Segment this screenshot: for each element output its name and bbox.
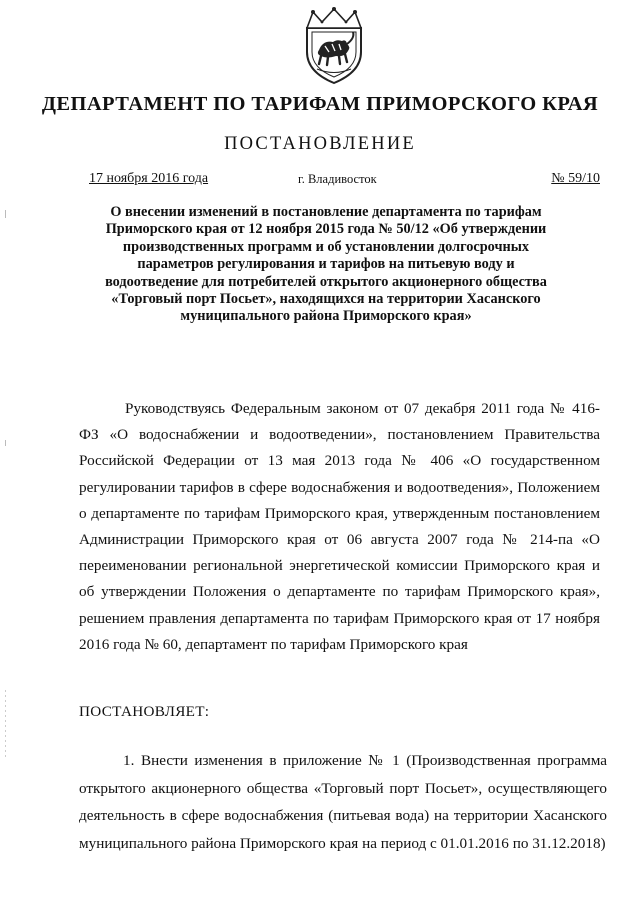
document-subject: О внесении изменений в постановление департамента по тарифам Приморского края от 12 ноября 2015 года № 50/12 «Об утверждении производственных программ и об установлении долгосрочных параметров регулирования и тарифов на питьевую воду и водоотведение для потребителей открытого акционерного общества «Торговый порт Посьет», находящихся на территории Хасанского муниципального района Приморского края» — [105, 204, 547, 325]
document-city: г. Владивосток — [298, 172, 377, 186]
document-date: 17 ноября 2016 года — [89, 171, 209, 186]
resolves-heading: ПОСТАНОВЛЯЕТ: — [79, 703, 210, 720]
scan-edge-marks — [4, 0, 7, 905]
document-number: № 59/10 — [551, 171, 600, 186]
preamble-paragraph: Руководствуясь Федеральным законом от 07 декабря 2011 года № 416-ФЗ «О водоснабжении и водоотведении», постановлением Правительства Российской Федерации от 13 мая 2013 года № 406 «О государственном регулировании тарифов в сфере водоснабжения и водоотведения», Положением о департаменте по тарифам Приморского края, утвержденным постановлением Администрации Приморского края от 06 августа 2007 года № 214-па «О переименовании региональной энергетической комиссии Приморского края и об утверждении Положения о департаменте по тарифам Приморского края», решением правления департамента по тарифам Приморского края от 17 ноября 2016 года № 60, департамент по тарифам Приморского края — [79, 400, 600, 653]
document-type: ПОСТАНОВЛЕНИЕ — [224, 134, 416, 154]
resolution-item-1: 1. Внести изменения в приложение № 1 (Производственная программа открытого акционерного общества «Торговый порт Посьет», осуществляющего деятельность в сфере водоснабжения (питьевая вода) на территории Хасанского муниципального района Приморского края на период с 01.01.2016 по 31.12.2018) — [79, 752, 607, 852]
coat-of-arms-icon — [299, 6, 369, 86]
department-title: ДЕПАРТАМЕНТ ПО ТАРИФАМ ПРИМОРСКОГО КРАЯ — [41, 93, 599, 115]
